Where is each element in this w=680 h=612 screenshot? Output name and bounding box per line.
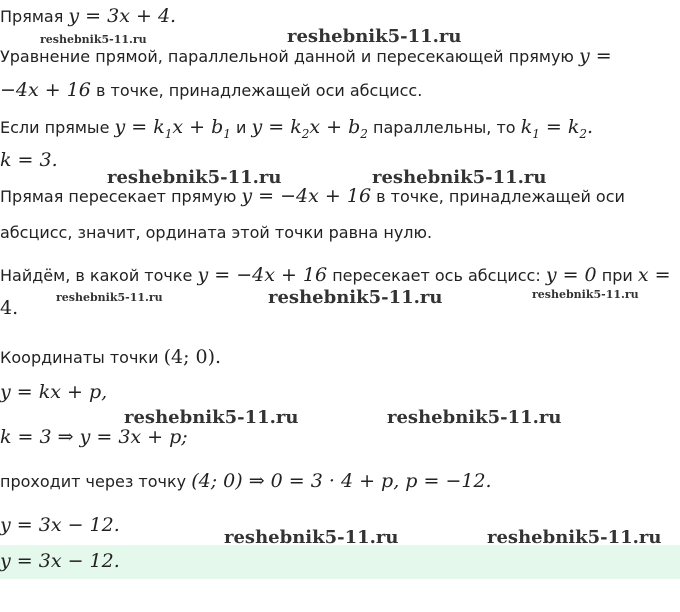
passes-equation: (4; 0) ⇒ 0 = 3 · 4 + p, p = −12. bbox=[191, 470, 492, 492]
ordinate-line: абсцисс, значит, ордината этой точки равна нулю. bbox=[0, 223, 433, 242]
problem-title: Прямая bbox=[0, 7, 64, 26]
watermark: reshebnik5-11.ru bbox=[387, 407, 562, 428]
passes-line bbox=[0, 469, 492, 494]
watermark: reshebnik5-11.ru bbox=[107, 167, 282, 188]
substituted-equation: k = 3 ⇒ y = 3x + p; bbox=[0, 426, 188, 448]
watermark: reshebnik5-11.ru bbox=[56, 291, 163, 304]
result-equation: y = 3x − 12. bbox=[0, 514, 120, 536]
general-equation: y = kx + p, bbox=[0, 381, 108, 403]
find-middle: пересекает ось абсцисс: bbox=[332, 266, 541, 285]
watermark: reshebnik5-11.ru bbox=[224, 527, 399, 548]
rule-middle: параллельны, то bbox=[373, 118, 516, 137]
coords-point: (4; 0). bbox=[163, 346, 222, 368]
task-text-1: Уравнение прямой, параллельной данной и пересекающей прямую bbox=[0, 47, 574, 66]
passes-prefix: проходит через точку bbox=[0, 472, 187, 491]
watermark: reshebnik5-11.ru bbox=[40, 33, 147, 46]
k-value: k = 3. bbox=[0, 149, 58, 171]
watermark: reshebnik5-11.ru bbox=[287, 26, 462, 47]
find-y-zero: y = 0 bbox=[545, 264, 597, 286]
rule-and: и bbox=[236, 118, 247, 137]
rule-line-2: $y = k_2x + b_2$ bbox=[251, 116, 368, 141]
task-line-1 bbox=[0, 44, 612, 69]
watermark: reshebnik5-11.ru bbox=[124, 407, 299, 428]
find-at: при bbox=[601, 266, 633, 285]
find-x-equals: x = bbox=[637, 264, 671, 286]
rule-prefix: Если прямые bbox=[0, 118, 110, 137]
given-line-equation: y = 3x + 4. bbox=[68, 5, 177, 27]
watermark: reshebnik5-11.ru bbox=[372, 167, 547, 188]
find-x-value: 4. bbox=[0, 297, 19, 319]
watermark: reshebnik5-11.ru bbox=[487, 527, 662, 548]
intersect-prefix: Прямая пересекает прямую bbox=[0, 187, 237, 206]
find-line bbox=[0, 263, 671, 288]
find-equation: y = −4x + 16 bbox=[197, 264, 328, 286]
intersect-equation: y = −4x + 16 bbox=[241, 185, 372, 207]
answer-equation: y = 3x − 12. bbox=[0, 550, 120, 572]
intersect-suffix: в точке, принадлежащей оси bbox=[376, 187, 625, 206]
rule-line-1: $y = k_1x + b_1$ bbox=[114, 116, 231, 141]
watermark: reshebnik5-11.ru bbox=[532, 288, 639, 301]
task-equation-start: y = bbox=[579, 45, 612, 67]
task-line-2 bbox=[0, 78, 422, 103]
watermark: reshebnik5-11.ru bbox=[268, 287, 443, 308]
coords-line bbox=[0, 345, 221, 370]
problem-statement bbox=[0, 4, 176, 29]
task-equation-end: −4x + 16 bbox=[0, 79, 91, 101]
task-text-2: в точке, принадлежащей оси абсцисс. bbox=[96, 81, 423, 100]
coords-prefix: Координаты точки bbox=[0, 348, 159, 367]
find-prefix: Найдём, в какой точке bbox=[0, 266, 193, 285]
parallel-rule bbox=[0, 115, 593, 146]
rule-slopes-equal: $k_1 = k_2$. bbox=[520, 116, 594, 141]
